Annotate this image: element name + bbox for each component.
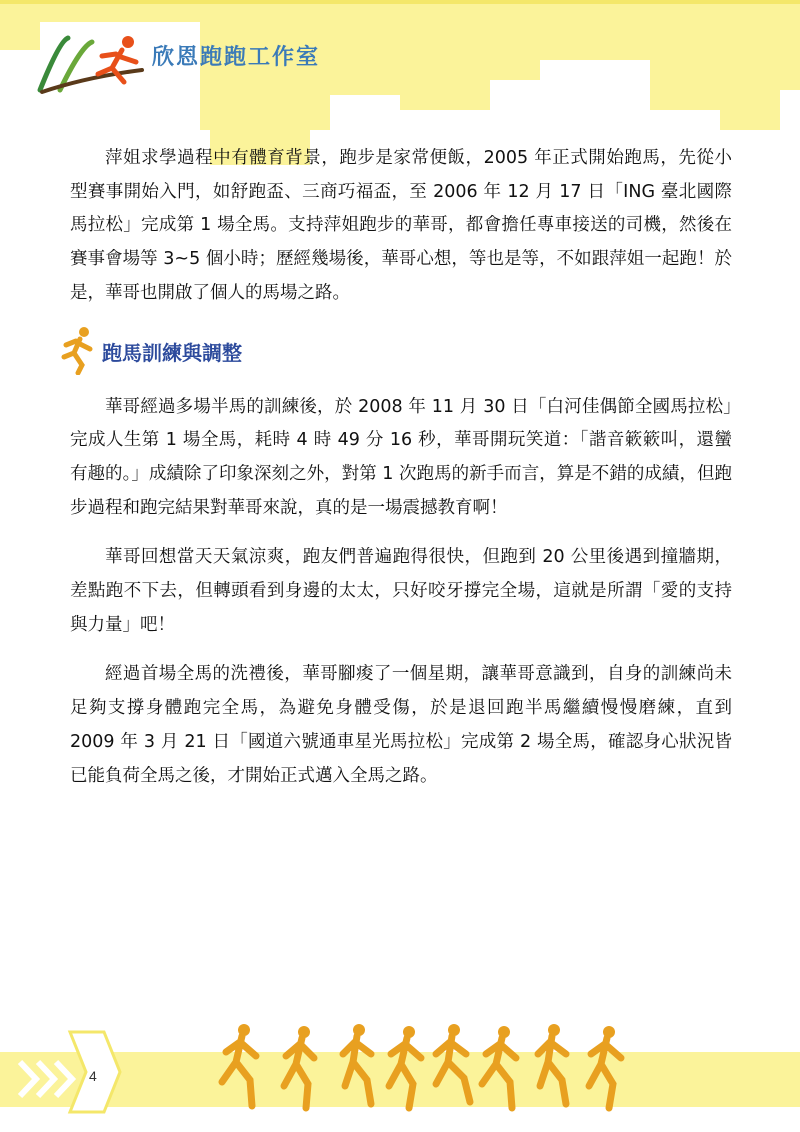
paragraph-2: 華哥經過多場半馬的訓練後，於 2008 年 11 月 30 日「白河佳偶節全國馬拉松」完成人生第 1 場全馬，耗時 4 時 49 分 16 秒，華哥開玩笑道：「諧音簌簌叫，還蠻有趣的。」成績除了印象深刻之外，對第 1 次跑馬的新手而言，算是不錯的成績，但跑步過程和跑完結果對華哥來說，真的是一場震撼教育啊！ [70,396,732,518]
paragraph-3: 華哥回想當天天氣涼爽，跑友們普遍跑得很快，但跑到 20 公里後遇到撞牆期，差點跑不下去，但轉頭看到身邊的太太，只好咬牙撐完全場，這就是所謂「愛的支持與力量」吧！ [70,547,732,635]
runner-brush-logo-icon [32,20,162,100]
section-heading [70,327,732,383]
paragraph-1: 萍姐求學過程中有體育背景，跑步是家常便飯，2005 年正式開始跑馬，先從小型賽事開始入門，如舒跑盃、三商巧福盃，至 2006 年 12 月 17 日「ING 臺北國際馬拉松」完成第 1 場全馬。支持萍姐跑步的華哥，都會擔任專車接送的司機，然後在賽事會場等 3~5 個小時；歷經幾場後，華哥心想，等也是等，不如跟萍姐一起跑！於是，華哥也開啟了個人的馬場之路。 [70,148,732,303]
section-heading-text: 跑馬訓練與調整 [102,340,242,365]
footer-decoration [0,1012,800,1132]
page-number: 4 [89,1068,97,1084]
runner-icon [56,325,96,375]
brand-name: 欣恩跑跑工作室 [152,45,321,70]
paragraph-4: 經過首場全馬的洗禮後，華哥腳痠了一個星期，讓華哥意識到，自身的訓練尚未足夠支撐身體跑完全馬，為避免身體受傷，於是退回跑半馬繼續慢慢磨練，直到 2009 年 3 月 21 日「國道六號通車星光馬拉松」完成第 2 場全馬，確認身心狀況皆已能負荷全馬之後，才開始正式邁入全馬之路。 [70,664,732,786]
article-body [70,142,732,809]
